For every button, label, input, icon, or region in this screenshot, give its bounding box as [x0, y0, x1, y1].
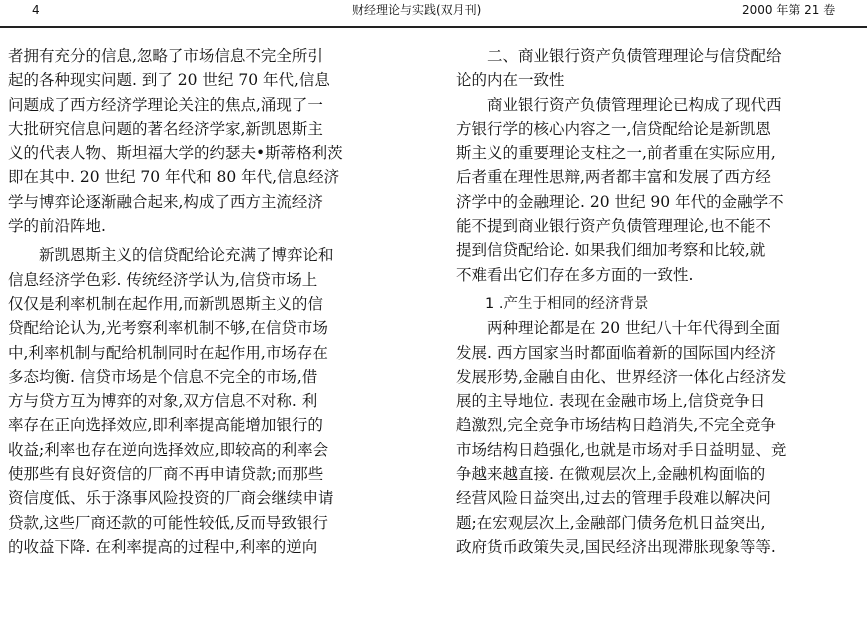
text-line: 义的代表人物、斯坦福大学的约瑟夫•斯蒂格利茨	[8, 144, 343, 163]
text-line: 使那些有良好资信的厂商不再申请贷款;而那些	[8, 465, 324, 484]
text-line: 贷款,这些厂商还款的可能性较低,反而导致银行	[8, 513, 328, 532]
text-line: 方与贷方互为博弈的对象,双方信息不对称. 利	[8, 392, 318, 411]
text-line: 后者重在理性思辩,两者都丰富和发展了西方经	[456, 168, 771, 187]
text-line: 题;在宏观层次上,金融部门债务危机日益突出,	[456, 513, 766, 532]
text-line: 的收益下降. 在利率提高的过程中,利率的逆向	[8, 537, 318, 556]
text-line: 不难看出它们存在多方面的一致性.	[456, 265, 694, 284]
text-line: 济学中的金融理论. 20 世纪 90 年代的金融学不	[456, 192, 784, 211]
header-rule	[0, 26, 867, 28]
text-line: 多态均衡. 信贷市场是个信息不完全的市场,借	[8, 367, 318, 386]
subsection-title: 1 .产生于相同的经济背景	[456, 295, 649, 312]
text-line: 即在其中. 20 世纪 70 年代和 80 年代,信息经济	[8, 168, 340, 187]
text-line: 学与博弈论逐渐融合起来,构成了西方主流经济	[8, 192, 323, 211]
text-line: 政府货币政策失灵,国民经济出现滞胀现象等等.	[456, 537, 776, 556]
text-line: 收益;利率也存在逆向选择效应,即较高的利率会	[8, 440, 329, 459]
text-line: 起的各种现实问题. 到了 20 世纪 70 年代,信息	[8, 71, 330, 90]
text-line: 仅仅是利率机制在起作用,而新凯恩斯主义的信	[8, 294, 323, 313]
text-line: 提到信贷配给论. 如果我们细加考察和比较,就	[456, 241, 766, 260]
text-line: 资信度低、乐于涤事风险投资的厂商会继续申请	[8, 489, 334, 508]
section-title: 二、商业银行资产负债管理理论与信贷配给	[456, 47, 782, 65]
text-line: 者拥有充分的信息,忽略了市场信息不完全所引	[8, 47, 323, 65]
text-line: 趋激烈,完全竞争市场结构日趋消失,不完全竞争	[456, 416, 776, 435]
text-line: 斯主义的重要理论支柱之一,前者重在实际应用,	[456, 144, 776, 163]
section-title-cont: 论的内在一致性	[456, 71, 565, 90]
text-line: 中,利率机制与配给机制同时在起作用,市场存在	[8, 343, 328, 362]
text-line: 信息经济学色彩. 传统经济学认为,信贷市场上	[8, 270, 318, 289]
text-line: 市场结构日趋强化,也就是市场对手日益明显、竞	[456, 440, 787, 459]
running-header	[0, 0, 867, 20]
text-line: 发展. 西方国家当时都面临着新的国际国内经济	[456, 343, 776, 362]
text-line: 学的前沿阵地.	[8, 217, 106, 236]
text-line: 展的主导地位. 表现在金融市场上,信贷竞争日	[456, 392, 766, 411]
text-line: 贷配给论认为,光考察利率机制不够,在信贷市场	[8, 319, 328, 338]
text-line: 能不提到商业银行资产负债管理理论,也不能不	[456, 217, 771, 236]
text-line: 大批研究信息问题的著名经济学家,新凯恩斯主	[8, 119, 323, 138]
text-line: 经营风险日益突出,过去的管理手段难以解决问	[456, 489, 771, 508]
text-line: 问题成了西方经济学理论关注的焦点,涌现了一	[8, 95, 323, 114]
text-line: 争越来越直接. 在微观层次上,金融机构面临的	[456, 465, 766, 484]
text-line: 发展形势,金融自由化、世界经济一体化占经济发	[456, 367, 787, 386]
text-line: 两种理论都是在 20 世纪八十年代得到全面	[456, 319, 781, 338]
text-line: 方银行学的核心内容之一,信贷配给论是新凯恩	[456, 119, 771, 138]
page-number: 4	[32, 3, 40, 17]
journal-title: 财经理论与实践(双月刊)	[352, 3, 482, 17]
left-column	[8, 44, 416, 559]
text-line: 新凯恩斯主义的信贷配给论充满了博弈论和	[8, 246, 334, 265]
right-column	[456, 44, 860, 559]
text-line: 率存在正向选择效应,即利率提高能增加银行的	[8, 416, 323, 435]
text-line: 商业银行资产负债管理理论已构成了现代西	[456, 95, 782, 114]
issue-info: 2000 年第 21 卷	[742, 3, 836, 17]
